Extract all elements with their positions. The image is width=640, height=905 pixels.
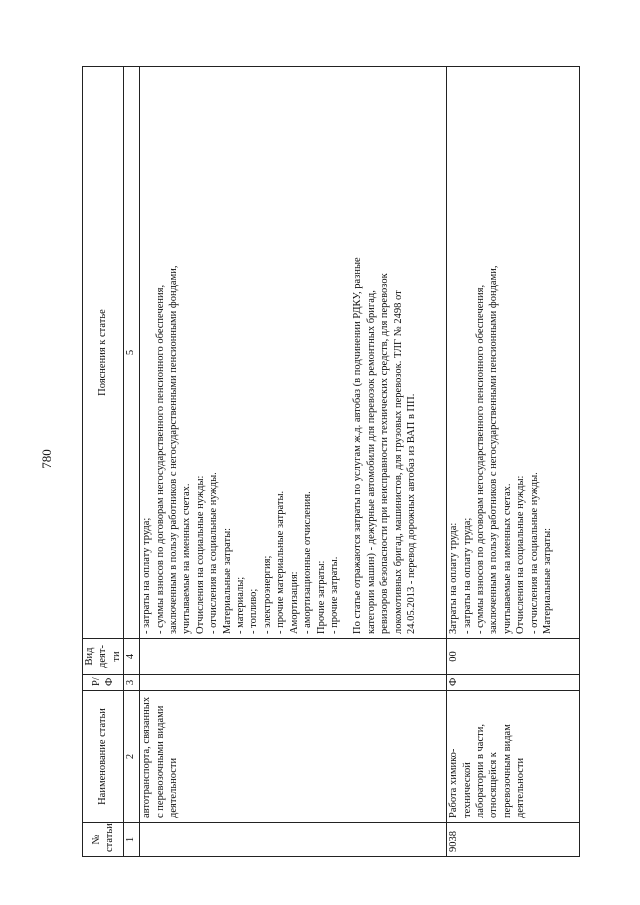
item-name-line: Работа химико-технической bbox=[448, 748, 473, 818]
cost-items-table bbox=[82, 66, 580, 857]
explanation-line: 24.05.2013 - перевод дорожных автобаз из ВАП в ПП. bbox=[405, 393, 417, 634]
explanation-line: - суммы взносов по договорам негосударственного пенсионного обеспечения, bbox=[154, 284, 166, 634]
activity-type-cell bbox=[140, 639, 447, 675]
explanation-line: локомотивных бригад, машинистов, для грузовых перевозок. ТЛГ № 2498 от bbox=[392, 290, 404, 634]
header-item-name: Наименование статьи bbox=[83, 691, 124, 823]
header-row bbox=[83, 67, 124, 857]
item-number-cell: 9038 bbox=[447, 823, 580, 857]
item-number-cell bbox=[140, 823, 447, 857]
table-row bbox=[140, 67, 447, 857]
explanation-line: Прочие затраты: bbox=[315, 560, 327, 634]
item-name-cell bbox=[140, 691, 447, 823]
explanation-line: - материалы; bbox=[235, 576, 247, 634]
explanation-line: - отчисления на социальные нужды. bbox=[528, 472, 540, 634]
column-number: 5 bbox=[124, 67, 140, 639]
header-explanation: Пояснения к статье bbox=[83, 67, 124, 639]
explanation-line: Материальные затраты: bbox=[221, 527, 233, 634]
explanation-line: - прочие материальные затраты. bbox=[275, 490, 287, 634]
plan-fact-cell: Ф bbox=[447, 675, 580, 691]
header-plan-fact: Р/Ф bbox=[83, 675, 124, 691]
explanation-line: учитываемые на именных счетах. bbox=[181, 483, 193, 634]
activity-type-cell: 00 bbox=[447, 639, 580, 675]
explanation-line: - суммы взносов по договорам негосударственного пенсионного обеспечения, bbox=[475, 284, 487, 634]
item-name-line: перевозочным видам bbox=[501, 724, 513, 818]
explanation-line: - отчисления на социальные нужды. bbox=[208, 472, 220, 634]
plan-fact-cell bbox=[140, 675, 447, 691]
explanation-line: - топливо; bbox=[248, 588, 260, 634]
explanation-line: - затраты на оплату труда; bbox=[141, 517, 153, 634]
explanation-line: заключенным в пользу работников с негосударственными пенсионными фондами, bbox=[488, 265, 500, 634]
explanation-line: Материальные затраты: bbox=[542, 527, 554, 634]
explanation-line: заключенным в пользу работников с негосударственными пенсионными фондами, bbox=[168, 265, 180, 634]
item-name-line: с перевозочными видами bbox=[154, 705, 166, 818]
header-item-number: № статьи bbox=[83, 823, 124, 857]
item-name-line: деятельности bbox=[168, 757, 180, 818]
explanation-line: - прочие затраты. bbox=[328, 556, 340, 634]
explanation-line: Отчисления на социальные нужды: bbox=[194, 475, 206, 634]
explanation-line: Затраты на оплату труда: bbox=[448, 522, 460, 634]
header-activity-type: Вид деят-ти bbox=[83, 639, 124, 675]
explanation-line: - затраты на оплату труда; bbox=[461, 517, 473, 634]
explanation-line: Отчисления на социальные нужды: bbox=[515, 475, 527, 634]
table-row bbox=[447, 67, 580, 857]
page-number: 780 bbox=[39, 449, 54, 469]
explanation-line: ревизоров безопасности при неисправности технических средств, для перевозок bbox=[379, 273, 391, 634]
explanation-line: учитываемые на именных счетах. bbox=[501, 483, 513, 634]
explanation-cell bbox=[140, 67, 447, 639]
item-name-cell bbox=[447, 691, 580, 823]
rotated-table-container bbox=[82, 67, 558, 857]
column-number: 1 bbox=[124, 823, 140, 857]
explanation-cell bbox=[447, 67, 580, 639]
item-name-line: лаборатории в части, bbox=[475, 724, 487, 818]
item-name-line: деятельности bbox=[515, 757, 527, 818]
column-number: 3 bbox=[124, 675, 140, 691]
paragraph-gap bbox=[341, 71, 351, 634]
explanation-line: категории машин) - дежурные автомобили для перевозок ремонтных бригад, bbox=[365, 290, 377, 634]
item-name-line: относящейся к bbox=[488, 752, 500, 818]
explanation-line: По статье отражаются затраты по услугам ж.д. автобаз (в подчинении РДКУ, разные bbox=[352, 257, 364, 634]
column-number-row bbox=[124, 67, 140, 857]
explanation-line: - электроэнергия; bbox=[261, 555, 273, 634]
explanation-line: - амортизационные отчисления. bbox=[302, 491, 314, 634]
explanation-line: Амортизация: bbox=[288, 571, 300, 634]
item-name-line: автотранспорта, связанных bbox=[141, 696, 153, 818]
column-number: 2 bbox=[124, 691, 140, 823]
column-number: 4 bbox=[124, 639, 140, 675]
